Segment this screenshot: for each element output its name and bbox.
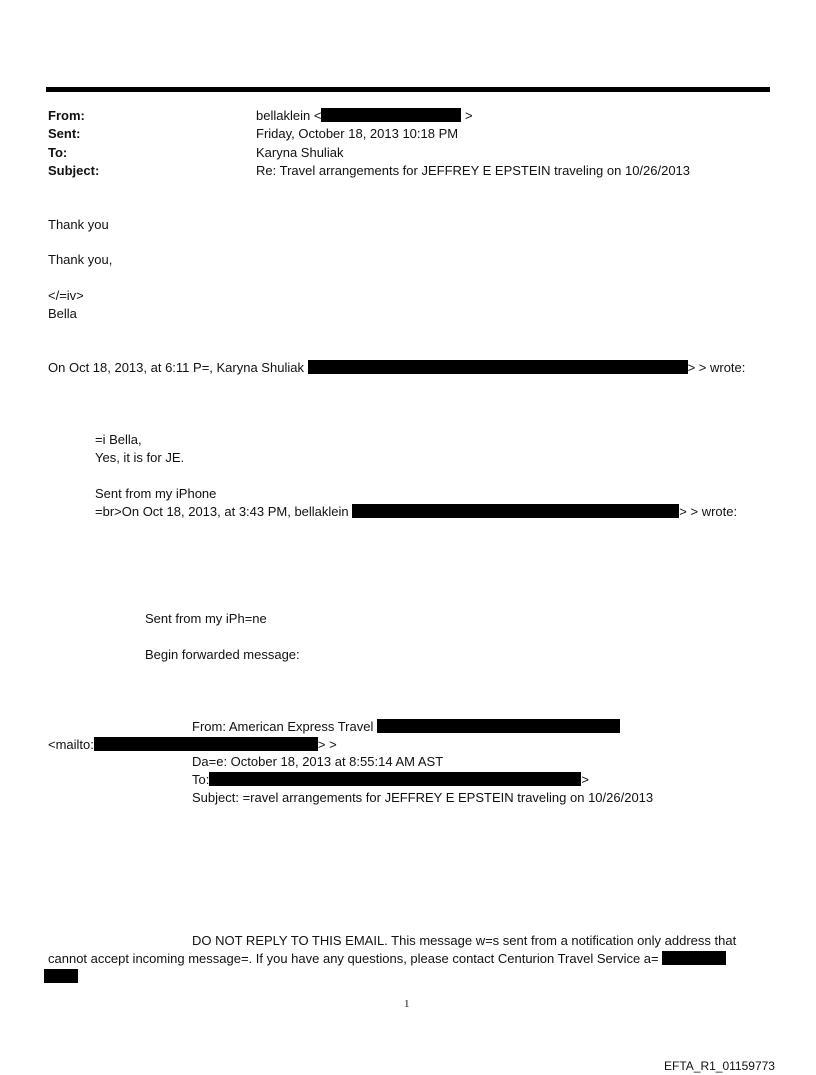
forward-to-suffix: >	[581, 772, 589, 787]
from-label: From:	[48, 108, 85, 123]
redaction-box	[352, 504, 679, 518]
notice-line-2-text: cannot accept incoming message=. If you have any questions, please contact Centurion Travel Service a=	[48, 951, 659, 966]
body-line-thank-you-comma: Thank you,	[48, 252, 113, 267]
forward-subject: Subject: =ravel arrangements for JEFFREY E EPSTEIN traveling on 10/26/2013	[192, 790, 654, 805]
quote-header-1-suffix: > > wrote:	[687, 360, 746, 375]
header-rule	[46, 87, 770, 92]
forward-from	[192, 718, 620, 736]
subject-value: Re: Travel arrangements for JEFFREY E EPSTEIN traveling on 10/26/2013	[256, 163, 691, 178]
forward-to	[192, 771, 589, 789]
redaction-box	[662, 951, 726, 965]
forward-mailto-suffix: > >	[317, 737, 337, 752]
page-number: 1	[404, 998, 410, 1010]
sent-value: Friday, October 18, 2013 10:18 PM	[256, 126, 459, 141]
document-id: EFTA_R1_01159773	[664, 1059, 775, 1073]
to-label: To:	[48, 145, 68, 160]
forward-from-text: From: American Express Travel	[192, 719, 374, 734]
forward-mailto	[48, 736, 337, 754]
body-line-div: </=iv>	[48, 288, 84, 303]
reply-greeting: =i Bella,	[95, 432, 142, 447]
forward-date: Da=e: October 18, 2013 at 8:55:14 AM AST	[192, 754, 444, 769]
forward-mailto-text: <mailto:	[48, 737, 94, 752]
body-line-signature: Bella	[48, 306, 77, 321]
redaction-box	[44, 969, 78, 983]
redaction-box	[377, 719, 620, 733]
redaction-box	[94, 737, 318, 751]
subject-label: Subject:	[48, 163, 100, 178]
body-line-thank-you: Thank you	[48, 217, 109, 232]
redaction-box	[321, 108, 461, 122]
reply-text: Yes, it is for JE.	[95, 450, 185, 465]
from-value	[256, 107, 473, 125]
redaction-box	[209, 772, 581, 786]
quote-header-1-text: On Oct 18, 2013, at 6:11 P=, Karyna Shuliak	[48, 360, 304, 375]
quote-header-2-text: =br>On Oct 18, 2013, at 3:43 PM, bellaklein	[95, 504, 349, 519]
notice-line-1: DO NOT REPLY TO THIS EMAIL. This message w=s sent from a notification only address that	[192, 933, 737, 948]
sent-label: Sent:	[48, 126, 81, 141]
reply-sent-from: Sent from my iPhone	[95, 486, 217, 501]
from-open-bracket: <	[313, 108, 322, 123]
to-value: Karyna Shuliak	[256, 145, 344, 160]
notice-line-2	[48, 950, 726, 968]
quote-header-2	[95, 503, 737, 521]
quote-header-2-suffix: > > wrote:	[679, 504, 738, 519]
quote-header-1	[48, 359, 745, 377]
redaction-box	[308, 360, 688, 374]
forward-sent-from: Sent from my iPh=ne	[145, 611, 267, 626]
from-name: bellaklein	[256, 108, 311, 123]
forward-to-text: To:	[192, 772, 210, 787]
forward-begin: Begin forwarded message:	[145, 647, 300, 662]
from-close-bracket: >	[465, 108, 473, 123]
